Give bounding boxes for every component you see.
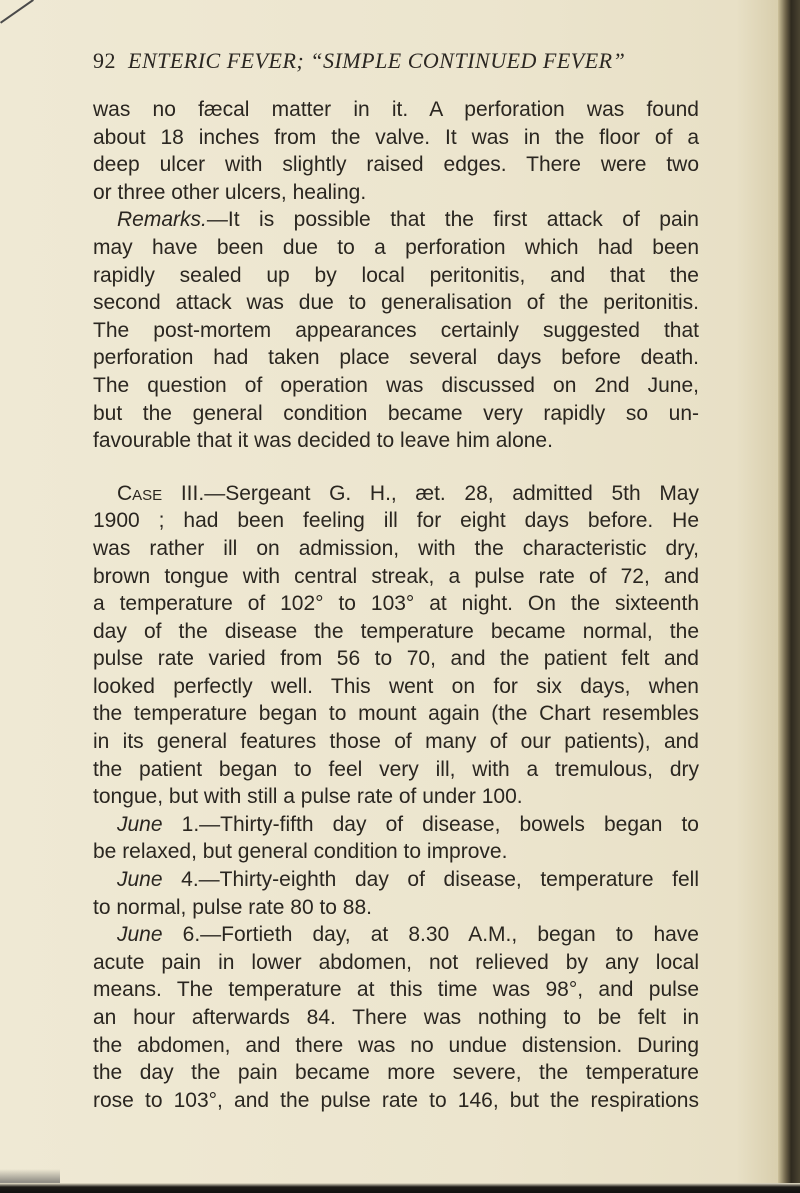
text-line: be relaxed, but general condition to improve. [93, 840, 508, 864]
text-line: an hour afterwards 84. There was nothing to be felt in [93, 1006, 699, 1029]
text-line: favourable that it was decided to leave him alone. [93, 429, 553, 453]
running-header [93, 48, 713, 74]
corner-mark [0, 0, 34, 24]
text-line: June 1.—Thirty-fifth day of disease, bowels began to [117, 812, 699, 836]
paragraph-gap [93, 455, 699, 480]
running-title: ENTERIC FEVER; “SIMPLE CONTINUED FEVER” [128, 48, 626, 73]
text-line: The question of operation was discussed on 2nd June, [93, 373, 699, 397]
body-text [93, 96, 699, 1114]
text-line: was rather ill on admission, with the characteristic dry, [93, 536, 699, 560]
text-line: rapidly sealed up by local peritonitis, and that the [93, 263, 699, 287]
paragraph-june-1 [93, 811, 699, 866]
text-line: pulse rate varied from 56 to 70, and the patient felt and [93, 647, 699, 671]
text-line: may have been due to a perforation which had been [93, 235, 699, 259]
text-line: deep ulcer with slightly raised edges. There were two [93, 153, 699, 177]
text-line: in its general features those of many of our patients), and [93, 730, 699, 754]
paragraph-remarks [93, 206, 699, 454]
paragraph-case-3 [93, 480, 699, 811]
text-line: Case III.—Sergeant G. H., æt. 28, admitted 5th May [117, 481, 699, 505]
text-line: second attack was due to generalisation of the peritonitis. [93, 291, 699, 315]
paragraph-continuation [93, 96, 699, 206]
text-line: brown tongue with central streak, a pulse rate of 72, and [93, 564, 699, 588]
text-line: or three other ulcers, healing. [93, 180, 367, 204]
text-line: 1900 ; had been feeling ill for eight days before. He [93, 509, 699, 533]
text-line: June 4.—Thirty-eighth day of disease, temperature fell [117, 868, 699, 892]
date-label: June [117, 812, 163, 836]
text-line: day of the disease the temperature became normal, the [93, 619, 699, 643]
text-line: June 6.—Fortieth day, at 8.30 A.M., began to have [117, 923, 699, 947]
scan-bottom-edge [0, 1183, 800, 1193]
remarks-label: Remarks. [117, 208, 207, 232]
text-line: but the general condition became very rapidly so un- [93, 401, 699, 425]
text-line: a temperature of 102° to 103° at night. On the sixteenth [93, 592, 699, 616]
text-line: acute pain in lower abdomen, not relieved by any local [93, 950, 699, 974]
text-line: means. The temperature at this time was 98°, and pulse [93, 978, 699, 1002]
text-line: perforation had taken place several days before death. [93, 346, 699, 370]
text-line: the temperature began to mount again (the Chart resembles [93, 702, 699, 726]
text-line: to normal, pulse rate 80 to 88. [93, 895, 372, 919]
text-line: the patient began to feel very ill, with a tremulous, dry [93, 757, 699, 781]
text-line: rose to 103°, and the pulse rate to 146, but the respirations [93, 1088, 699, 1112]
paragraph-june-4 [93, 866, 699, 921]
text-line: Remarks.—It is possible that the first attack of pain [117, 208, 699, 232]
text-line: the abdomen, and there was no undue distension. During [93, 1033, 699, 1057]
date-label: June [117, 923, 163, 947]
text-line: was no fæcal matter in it. A perforation was found [93, 98, 699, 121]
text-line: about 18 inches from the valve. It was in the floor of a [93, 125, 699, 149]
text-line: looked perfectly well. This went on for six days, when [93, 674, 699, 698]
text-line: tongue, but with still a pulse rate of under 100. [93, 785, 523, 809]
page-number: 92 [93, 48, 116, 73]
case-label: Case III. [117, 481, 205, 505]
text-line: The post-mortem appearances certainly suggested that [93, 318, 699, 342]
binding-edge [778, 0, 800, 1193]
paragraph-june-6 [93, 921, 699, 1114]
date-label: June [117, 868, 163, 892]
text-line: the day the pain became more severe, the temperature [93, 1061, 699, 1085]
